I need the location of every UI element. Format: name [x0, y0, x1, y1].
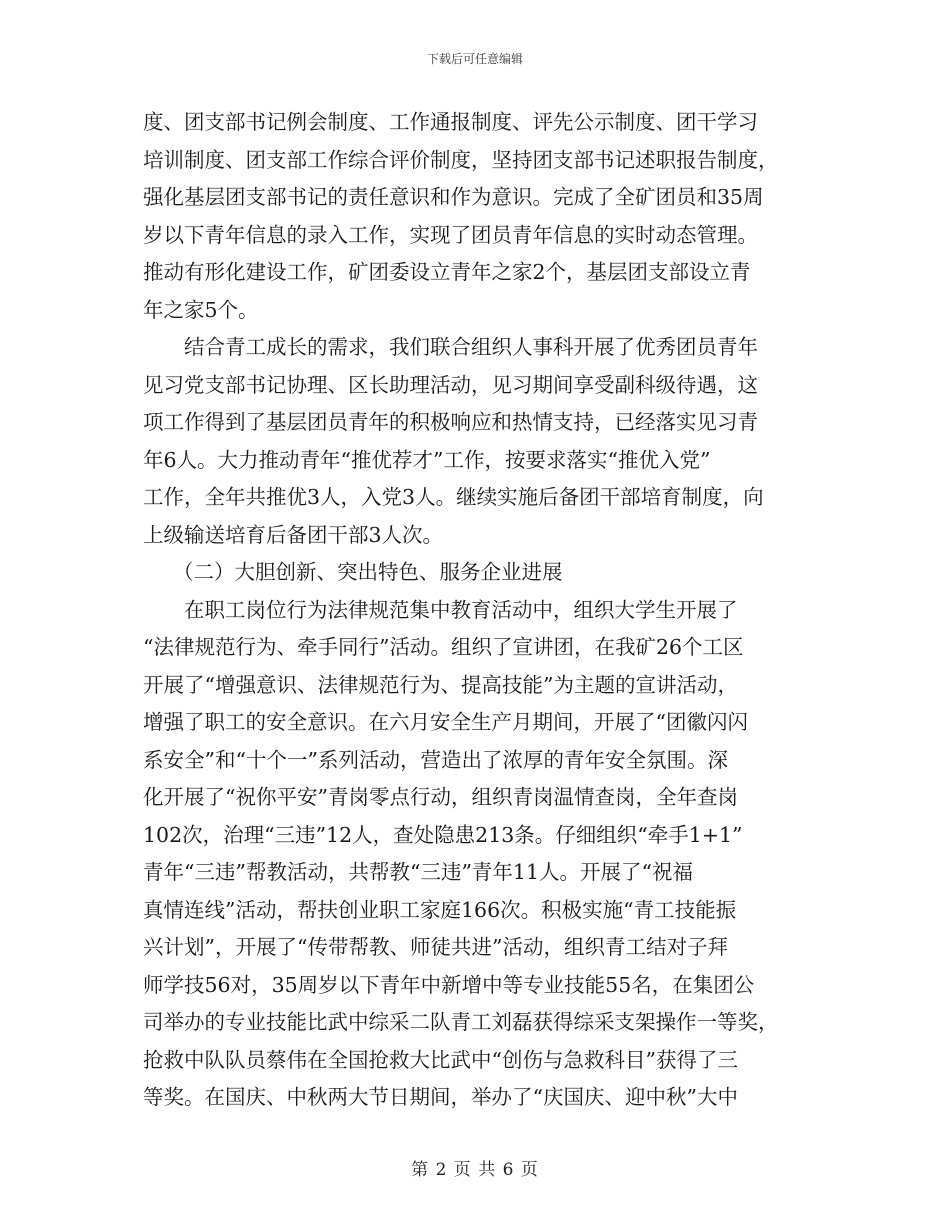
paragraph-first-line: 在职工岗位行为法律规范集中教育活动中，组织大学生开展了: [184, 597, 738, 622]
page-header: 下载后可任意编辑: [426, 52, 523, 66]
section-heading: （二）大胆创新、突出特色、服务企业进展: [173, 560, 563, 584]
text-line: 工作，全年共推优3人，入党3人。继续实施后备团干部培育制度，向: [143, 485, 764, 509]
text-line: 兴计划”，开展了“传带帮教、师徒共进”活动，组织青工结对子拜: [143, 935, 728, 959]
page-footer: 第 2 页 共 6 页: [411, 1160, 539, 1180]
text-line: “法律规范行为、牵手同行”活动。组织了宣讲团，在我矿26个工区: [143, 635, 744, 659]
paragraph-first-line: 结合青工成长的需求，我们联合组织人事科开展了优秀团员青年: [184, 335, 758, 359]
text-line: 见习党支部书记协理、区长助理活动，见习期间享受副科级待遇，这: [143, 372, 758, 397]
document-body: [143, 104, 815, 1117]
text-line: 强化基层团支部书记的责任意识和作为意识。完成了全矿团员和35周: [143, 185, 764, 209]
text-line: 102次，治理“三违”12人，查处隐患213条。仔细组织“牵手1+1”: [143, 822, 743, 847]
text-line: 抢救中队队员蔡伟在全国抢救大比武中“创伤与急救科目”获得了三: [143, 1047, 738, 1072]
text-line: 司举办的专业技能比武中综采二队青工刘磊获得综采支架操作一等奖，: [143, 1010, 779, 1034]
text-line: 岁以下青年信息的录入工作，实现了团员青年信息的实时动态管理。: [143, 222, 758, 247]
text-line: 青年“三违”帮教活动，共帮教“三违”青年11人。开展了“祝福: [143, 860, 693, 884]
text-line: 师学技56对，35周岁以下青年中新增中等专业技能55名，在集团公: [143, 972, 755, 997]
text-line: 项工作得到了基层团员青年的积极响应和热情支持，已经落实见习青: [143, 410, 758, 434]
text-line: 培训制度、团支部工作综合评价制度，坚持团支部书记述职报告制度，: [143, 147, 779, 172]
text-line: 化开展了“祝你平安”青岗零点行动，组织青岗温情查岗，全年查岗: [143, 785, 738, 809]
text-line: 上级输送培育后备团干部3人次。: [143, 522, 444, 547]
text-line: 增强了职工的安全意识。在六月安全生产月期间，开展了“团徽闪闪: [143, 710, 748, 734]
text-line: 度、团支部书记例会制度、工作通报制度、评先公示制度、团干学习: [143, 110, 758, 134]
text-line: 推动有形化建设工作，矿团委设立青年之家2个，基层团支部设立青: [143, 260, 751, 284]
text-line: 年6人。大力推动青年“推优荐才”工作，按要求落实“推优入党”: [143, 447, 711, 472]
text-line: 等奖。在国庆、中秋两大节日期间，举办了“庆国庆、迎中秋”大中: [143, 1085, 738, 1109]
text-line: 开展了“增强意识、法律规范行为、提高技能”为主题的宣讲活动，: [143, 672, 738, 697]
text-line: 系安全”和“十个一”系列活动，营造出了浓厚的青年安全氛围。深: [143, 747, 728, 772]
text-line: 年之家5个。: [143, 297, 259, 322]
text-line: 真情连线”活动，帮扶创业职工家庭166次。积极实施“青工技能振: [143, 897, 737, 922]
